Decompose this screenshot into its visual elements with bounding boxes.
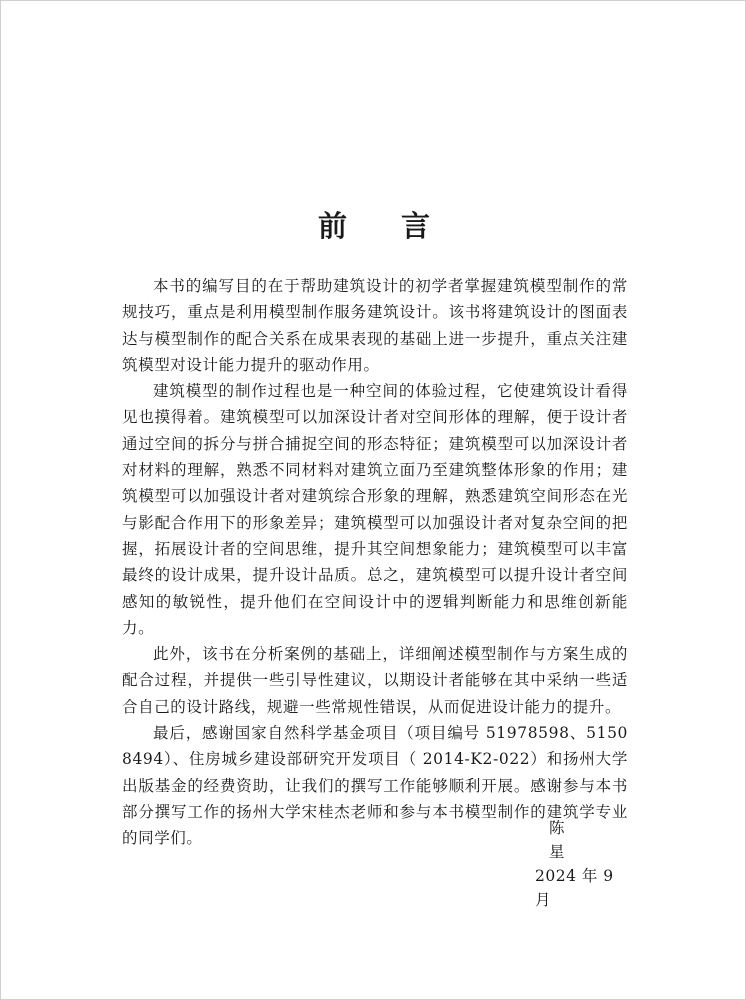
paragraph: 建筑模型的制作过程也是一种空间的体验过程，它使建筑设计看得见也摸得着。建筑模型可以加深设计者对空间形体的理解，便于设计者通过空间的拆分与拼合捕捉空间的形态特征；建筑模型可以加深设计者对材料的理解，熟悉不同材料对建筑立面乃至建筑整体形象的作用；建筑模型可以加强设计者对建筑综合形象的理解，熟悉建筑空间形态在光与影配合作用下的形象差异；建筑模型可以加强设计者对复杂空间的把握，拓展设计者的空间思维，提升其空间想象能力；建筑模型可以丰富最终的设计成果，提升设计品质。总之，建筑模型可以提升设计者空间感知的敏锐性，提升他们在空间设计中的逻辑判断能力和思维创新能力。 [122,382,628,637]
paragraph: 此外，该书在分析案例的基础上，详细阐述模型制作与方案生成的配合过程，并提供一些引导性建议，以期设计者能够在其中采纳一些适合自己的设计路线，规避一些常规性错误，从而促进设计能力的提升。 [122,645,628,716]
preface-body [122,273,628,852]
paragraph: 本书的编写目的在于帮助建筑设计的初学者掌握建筑模型制作的常规技巧，重点是利用模型制作服务建筑设计。该书将建筑设计的图面表达与模型制作的配合关系在成果表现的基础上进一步提升，重点关注建筑模型对设计能力提升的驱动作用。 [122,277,628,374]
signature-date: 2024 年 9 月 [535,867,614,909]
author-name: 陈 星 [549,819,581,861]
signature-block [501,816,621,912]
page-title: 前 言 [317,209,453,244]
paragraph: 最后，感谢国家自然科学基金项目（项目编号 51978598、51508494）、住房城乡建设部研究开发项目（ 2014-K2-022）和扬州大学出版基金的经费资助，让我们的撰写工作能够顺利开展。感谢参与本书部分撰写工作的扬州大学宋桂杰老师和参与本书模型制作的建筑学专业的同学们。 [122,724,628,848]
